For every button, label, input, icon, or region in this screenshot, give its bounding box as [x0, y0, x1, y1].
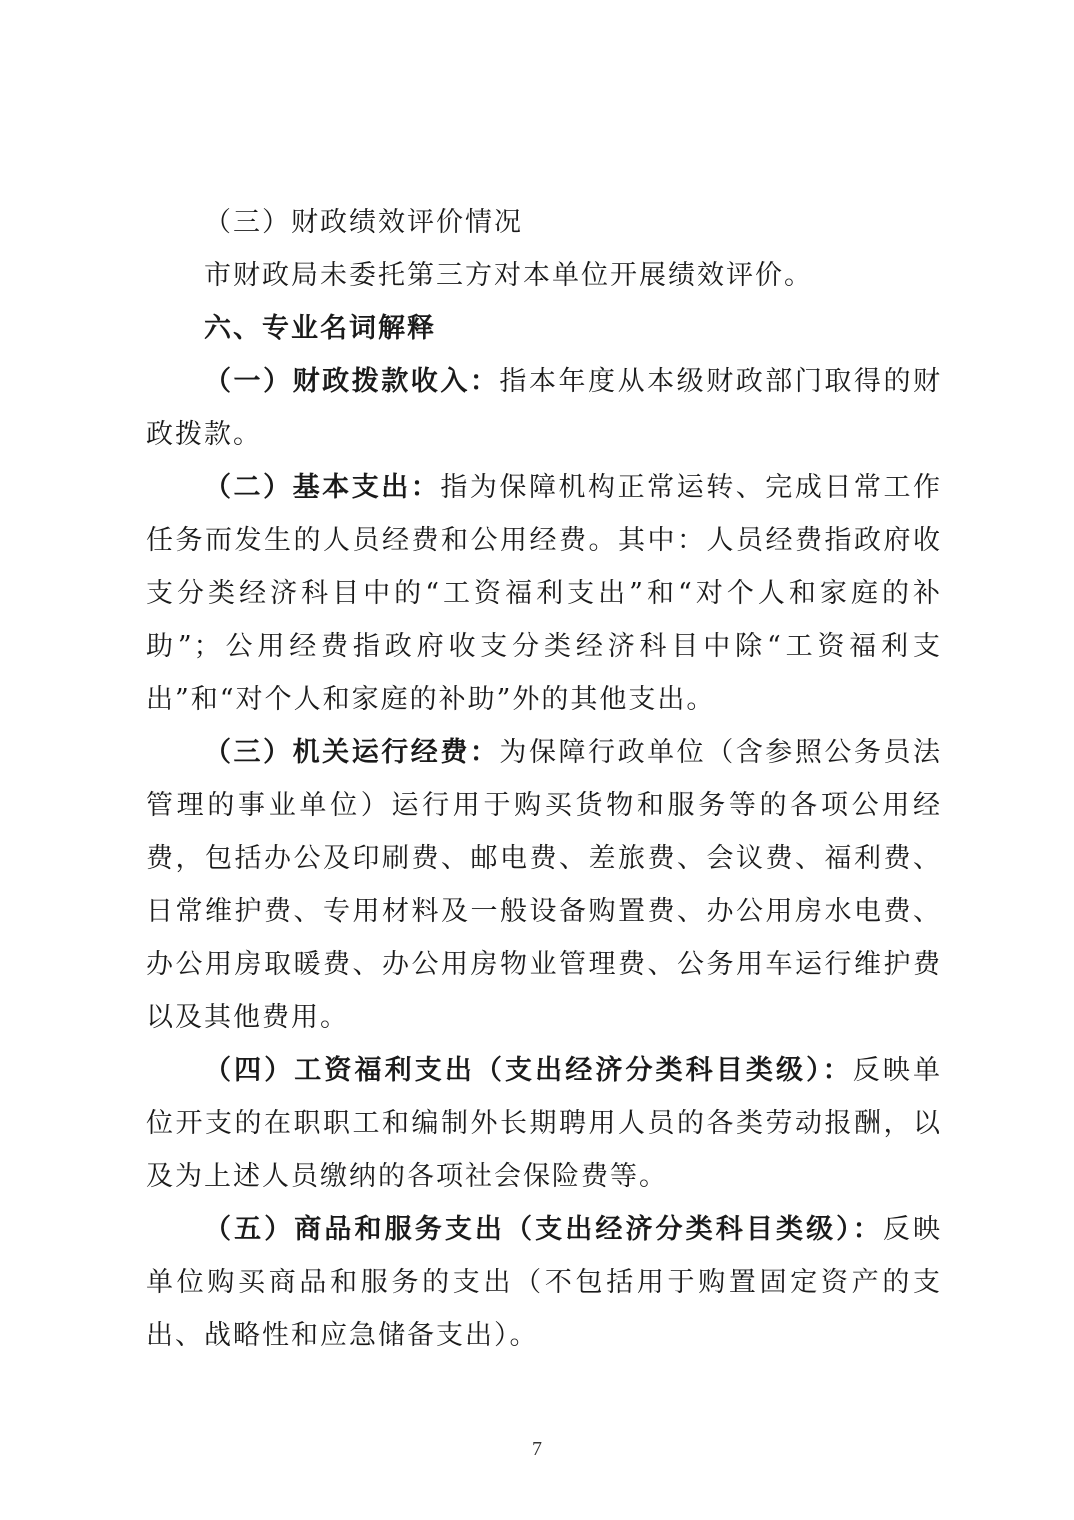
glossary-term: （三）机关运行经费： — [204, 737, 500, 768]
glossary-term: （五）商品和服务支出（支出经济分类科目类级）： — [204, 1214, 883, 1245]
performance-evaluation-text: 市财政局未委托第三方对本单位开展绩效评价。 — [204, 260, 813, 291]
glossary-definition: 反映单位购买商品和服务的支出（不包括用于购置固定资产的支出、战略性和应急储备支出）。 — [146, 1214, 943, 1351]
glossary-term: （一）财政拨款收入： — [204, 366, 500, 397]
glossary-item-wage-welfare — [146, 1044, 942, 1203]
glossary-definition: 指为保障机构正常运转、完成日常工作任务而发生的人员经费和公用经费。其中：人员经费指政府收支分类经济科目中的“工资福利支出”和“对个人和家庭的补助”；公用经费指政府收支分类经济科目中除“工资福利支出”和“对个人和家庭的补助”外的其他支出。 — [146, 472, 943, 715]
document-body — [146, 196, 942, 1362]
page-number: 7 — [532, 1438, 542, 1460]
glossary-term: （四）工资福利支出（支出经济分类科目类级）： — [204, 1055, 853, 1086]
glossary-definition: 为保障行政单位（含参照公务员法管理的事业单位）运行用于购买货物和服务等的各项公用经费，包括办公及印刷费、邮电费、差旅费、会议费、福利费、日常维护费、专用材料及一般设备购置费、办公用房水电费、办公用房取暖费、办公用房物业管理费、公务用车运行维护费以及其他费用。 — [146, 737, 943, 1033]
section-heading-glossary: 六、专业名词解释 — [204, 313, 436, 344]
glossary-term: （二）基本支出： — [204, 472, 441, 503]
glossary-definition: 指本年度从本级财政部门取得的财政拨款。 — [146, 366, 943, 450]
glossary-item-fiscal-appropriation — [146, 355, 942, 461]
section-heading-performance-evaluation: （三）财政绩效评价情况 — [204, 207, 523, 238]
glossary-item-operating-expenses — [146, 726, 942, 1044]
glossary-item-basic-expenditure — [146, 461, 942, 726]
glossary-item-goods-services — [146, 1203, 942, 1362]
glossary-definition: 反映单位开支的在职职工和编制外长期聘用人员的各类劳动报酬，以及为上述人员缴纳的各项社会保险费等。 — [146, 1055, 943, 1192]
